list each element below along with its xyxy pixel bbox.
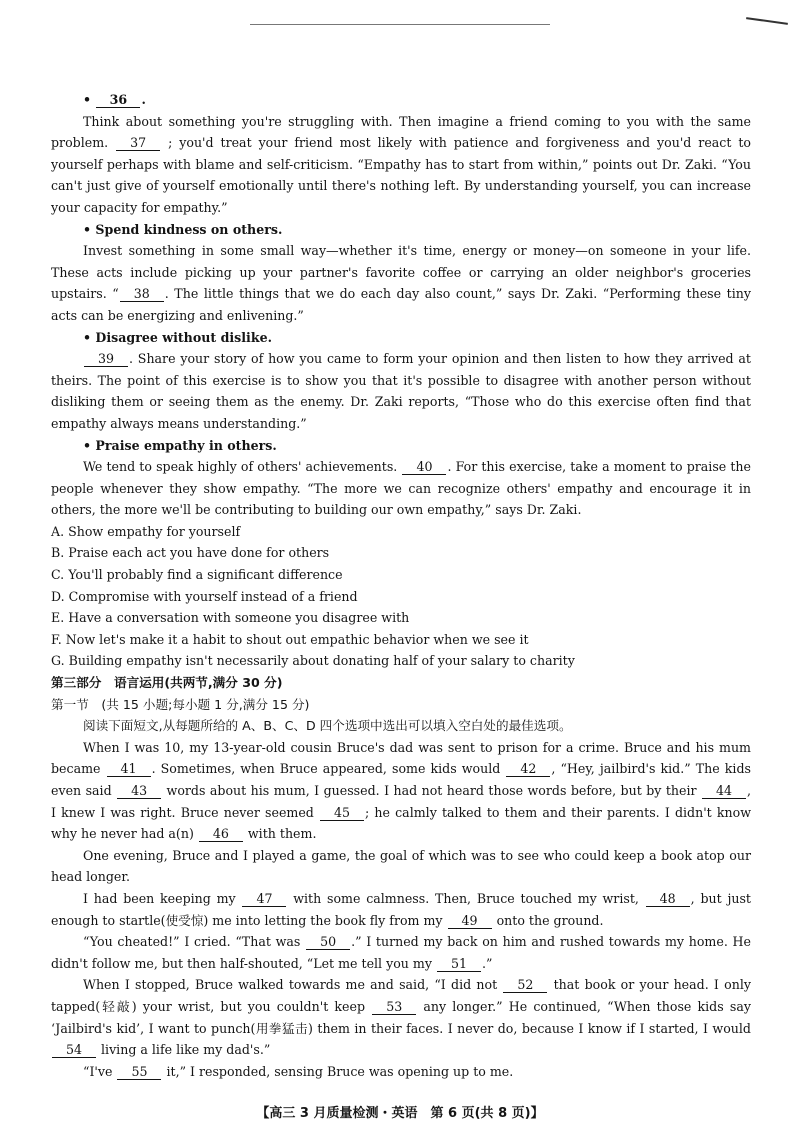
heading-praise: • Praise empathy in others.: [83, 437, 277, 453]
exam-text: [51, 89, 751, 1082]
blank-37: 37: [116, 135, 160, 151]
cloze-paragraph-6: “I've 55 it,” I responded, sensing Bruce was opening up to me.: [83, 1063, 514, 1079]
blank-36: 36: [96, 92, 140, 108]
blank-50: 50: [306, 934, 350, 950]
blank-46: 46: [199, 826, 243, 842]
blank-53: 53: [372, 999, 416, 1015]
header-rule: [250, 24, 550, 25]
cloze-paragraph-5: When I stopped, Bruce walked towards me and said, “I did not 52 that book or your head. I only tapped(轻敲) your wrist, but you couldn't keep 53 any longer.” He continued, “When those kids say ‘Jailbird's kid’, I want to punch(用拳猛击) them in their faces. I never do, because I know if I started, I would 54 living a life like my dad's.”: [51, 977, 751, 1058]
cloze-paragraph-1: When I was 10, my 13-year-old cousin Bruce's dad was sent to prison for a crime. Bruce and his mum became 41 . Sometimes, when Bruce appeared, some kids would 42 , “Hey, jailbird's kid.” The kids even said 43 words about his mum, I guessed. I had not heard those words before, but by their 44 , I knew I was right. Bruce never seemed 45 ; he calmly talked to them and their parents. I didn't know why he never had a(n) 46 with them.: [51, 739, 751, 842]
blank-39: 39: [84, 351, 128, 367]
bullet-36: • 36 .: [83, 92, 146, 107]
blank-38: 38: [120, 286, 164, 302]
blank-40: 40: [402, 459, 446, 475]
blank-42: 42: [506, 761, 550, 777]
option-g: G. Building empathy isn't necessarily about donating half of your salary to charity: [51, 653, 575, 669]
cloze-paragraph-3: I had been keeping my 47 with some calmness. Then, Bruce touched my wrist, 48 , but just enough to startle(使受惊) me into letting the book fly from my 49 onto the ground.: [51, 890, 751, 928]
option-d: D. Compromise with yourself instead of a friend: [51, 588, 358, 604]
page-footer: 【高三 3 月质量检测・英语 第 6 页(共 8 页)】: [256, 1106, 544, 1121]
paragraph-kindness: Invest something in some small way—whether it's time, energy or money—on someone in your life. These acts include picking up your partner's favorite coffee or carrying an older neighbor's groceries upstairs. “ 38 . The little things that we do each day also count,” says Dr. Zaki. “Performing these tiny acts can be energizing and enlivening.”: [51, 243, 751, 323]
cloze-paragraph-2: One evening, Bruce and I played a game, the goal of which was to see who could keep a book atop our head longer.: [51, 847, 751, 885]
option-e: E. Have a conversation with someone you disagree with: [51, 610, 410, 626]
blank-52: 52: [503, 977, 547, 993]
option-a: A. Show empathy for yourself: [51, 523, 241, 539]
heading-kindness: • Spend kindness on others.: [83, 221, 283, 237]
blank-55: 55: [117, 1064, 161, 1080]
blank-48: 48: [646, 891, 690, 907]
paragraph-self-empathy: Think about something you're struggling with. Then imagine a friend coming to you with the same problem. 37 ; you'd treat your friend most likely with patience and forgiveness and you'd react to yourself perhaps with blame and self-criticism. “Empathy has to start from within,” points out Dr. Zaki. “You can't just give of yourself emotionally until there's nothing left. By understanding yourself, you can increase your capacity for empathy.”: [51, 113, 751, 215]
blank-43: 43: [117, 783, 161, 799]
option-b: B. Praise each act you have done for others: [51, 545, 330, 561]
blank-49: 49: [448, 913, 492, 929]
blank-54: 54: [52, 1042, 96, 1058]
paragraph-praise: We tend to speak highly of others' achievements. 40 . For this exercise, take a moment to praise the people whenever they show empathy. “The more we can recognize others' empathy and encourage it in others, the more we'll be contributing to building our own empathy,” says Dr. Zaki.: [51, 459, 751, 518]
cloze-instruction: 阅读下面短文,从每题所给的 A、B、C、D 四个选项中选出可以填入空白处的最佳选项。: [83, 718, 572, 734]
option-f: F. Now let's make it a habit to shout out empathic behavior when we see it: [51, 631, 529, 647]
blank-44: 44: [702, 783, 746, 799]
blank-51: 51: [437, 956, 481, 972]
blank-47: 47: [242, 891, 286, 907]
part3-title: 第三部分 语言运用(共两节,满分 30 分): [51, 675, 283, 691]
section1-title: 第一节 (共 15 小题;每小题 1 分,满分 15 分): [51, 696, 310, 712]
cloze-paragraph-4: “You cheated!” I cried. “That was 50 .” I turned my back on him and rushed towards my home. He didn't follow me, but then half-shouted, “Let me tell you my 51 .”: [51, 934, 751, 971]
blank-41: 41: [107, 761, 151, 777]
heading-disagree: • Disagree without dislike.: [83, 329, 272, 345]
paragraph-disagree: 39 . Share your story of how you came to form your opinion and then listen to how they arrived at theirs. The point of this exercise is to show you that it's possible to disagree with another person without disliking them or seeing them as the enemy. Dr. Zaki reports, “Those who do this exercise often find that empathy always means understanding.”: [51, 351, 751, 431]
blank-45: 45: [320, 805, 364, 821]
option-c: C. You'll probably find a significant difference: [51, 567, 343, 583]
scan-corner-mark: [746, 17, 788, 25]
